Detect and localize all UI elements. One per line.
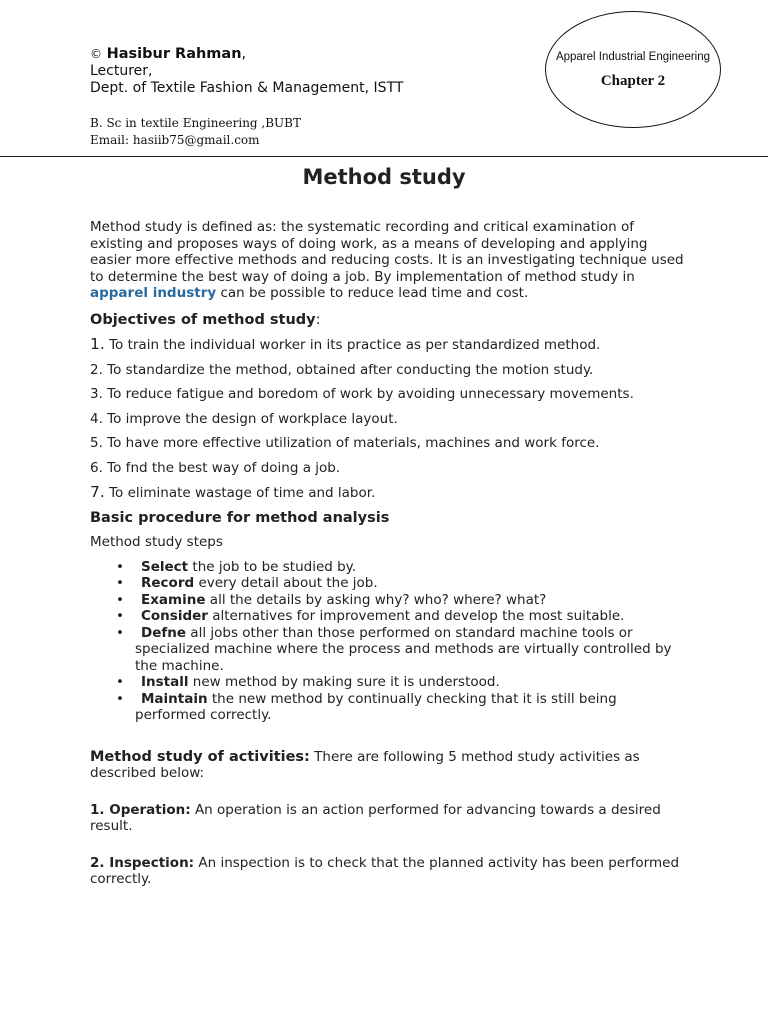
author-suffix: , — [241, 46, 247, 62]
objective-item — [90, 484, 690, 502]
step-text: all the details by asking why? who? where? what? — [205, 591, 547, 608]
chapter-oval — [545, 11, 721, 128]
objective-number: 4. — [90, 410, 103, 427]
objective-text: To eliminate wastage of time and labor. — [104, 485, 376, 501]
activity-term: 2. Inspection: — [90, 854, 195, 871]
objective-text: To standardize the method, obtained after conducting the motion study. — [102, 361, 594, 378]
step-term: Maintain — [141, 690, 208, 707]
step-item — [90, 674, 690, 691]
bullet-icon: • — [116, 608, 124, 624]
objectives-list — [90, 336, 690, 502]
bullet-icon: • — [116, 575, 124, 591]
step-item — [90, 575, 690, 592]
author-name: Hasibur Rahman — [106, 46, 242, 62]
objectives-heading-suffix: : — [315, 311, 321, 328]
objective-item — [90, 386, 690, 403]
bullet-icon: • — [116, 591, 124, 608]
step-item — [90, 691, 690, 724]
objective-text: To fnd the best way of doing a job. — [102, 459, 341, 476]
page-title: Method study — [302, 165, 466, 189]
step-item — [90, 608, 690, 625]
apparel-industry-link[interactable]: apparel industry — [90, 285, 217, 301]
objective-text: To improve the design of workplace layout. — [102, 410, 398, 427]
objective-number: 7. — [90, 483, 105, 501]
objective-item — [90, 362, 690, 379]
bullet-icon: • — [116, 690, 124, 707]
steps-label: Method study steps — [90, 534, 223, 550]
objective-item — [90, 411, 690, 428]
step-term: Defne — [141, 624, 187, 641]
intro-text-after: can be possible to reduce lead time and cost. — [216, 285, 529, 301]
activity-operation — [90, 802, 690, 835]
copyright-symbol: © — [90, 47, 102, 61]
objective-number: 2. — [90, 361, 103, 378]
step-text: new method by making sure it is understood. — [188, 674, 500, 690]
step-item — [90, 592, 690, 609]
step-term: Record — [141, 575, 195, 591]
step-term: Consider — [141, 608, 208, 624]
step-term: Install — [141, 674, 189, 690]
step-text: the new method by continually checking that it is still being performed correctly. — [135, 690, 617, 723]
activity-inspection — [90, 855, 690, 888]
header-divider — [0, 156, 768, 157]
objective-number: 1. — [90, 335, 105, 353]
step-text: every detail about the job. — [194, 575, 378, 591]
objective-text: To have more effective utilization of materials, machines and work force. — [102, 435, 600, 451]
step-term: Select — [141, 558, 189, 575]
author-email: Email: hasiib75@gmail.com — [90, 133, 260, 147]
objective-text: To reduce fatigue and boredom of work by avoiding unnecessary movements. — [102, 386, 634, 402]
step-item — [90, 625, 690, 675]
activity-text: An operation is an action performed for advancing towards a desired result. — [90, 801, 661, 834]
objective-item — [90, 435, 690, 452]
objective-number: 6. — [90, 459, 103, 476]
activities-text: There are following 5 method study activities as described below: — [90, 748, 640, 781]
objective-item — [90, 336, 690, 354]
intro-text-before: Method study is defined as: the systematic recording and critical examination of existing and proposes ways of doing work, as a means of developing and applying easier more effective methods and reducing costs. It is an investigating technique used to determine the best way of doing a job. By implementation of method study in — [90, 219, 684, 285]
step-term: Examine — [141, 591, 206, 608]
intro-paragraph — [90, 219, 690, 302]
author-department: Dept. of Textile Fashion & Management, ISTT — [90, 80, 404, 96]
activity-term: 1. Operation: — [90, 801, 191, 818]
step-item — [90, 559, 690, 576]
author-position: Lecturer, — [90, 63, 153, 79]
oval-subject: Apparel Industrial Engineering — [555, 51, 711, 63]
step-text: all jobs other than those performed on standard machine tools or specialized machine where the process and methods are virtually controlled by the machine. — [135, 624, 672, 674]
step-text: alternatives for improvement and develop the most suitable. — [207, 608, 625, 624]
objectives-heading — [90, 312, 690, 329]
author-name-line — [90, 46, 403, 63]
author-degree: B. Sc in textile Engineering ,BUBT — [90, 116, 301, 130]
activity-text: An inspection is to check that the planned activity has been performed correctly. — [90, 854, 680, 887]
bullet-icon: • — [116, 674, 124, 690]
bullet-icon: • — [116, 558, 124, 575]
bullet-icon: • — [116, 624, 124, 641]
oval-chapter: Chapter 2 — [600, 73, 666, 89]
objective-number: 5. — [90, 435, 103, 451]
degree-block — [90, 115, 301, 149]
author-block — [90, 46, 403, 97]
step-text: the job to be studied by. — [188, 558, 357, 575]
activities-heading: Method study of activities: — [90, 748, 310, 765]
steps-list — [90, 559, 690, 724]
document-body — [90, 219, 690, 888]
objectives-heading-text: Objectives of method study — [90, 311, 316, 328]
activities-paragraph — [90, 749, 690, 782]
objective-number: 3. — [90, 386, 103, 402]
objective-text: To train the individual worker in its practice as per standardized method. — [104, 337, 601, 353]
procedure-heading: Basic procedure for method analysis — [90, 509, 390, 526]
objective-item — [90, 460, 690, 477]
